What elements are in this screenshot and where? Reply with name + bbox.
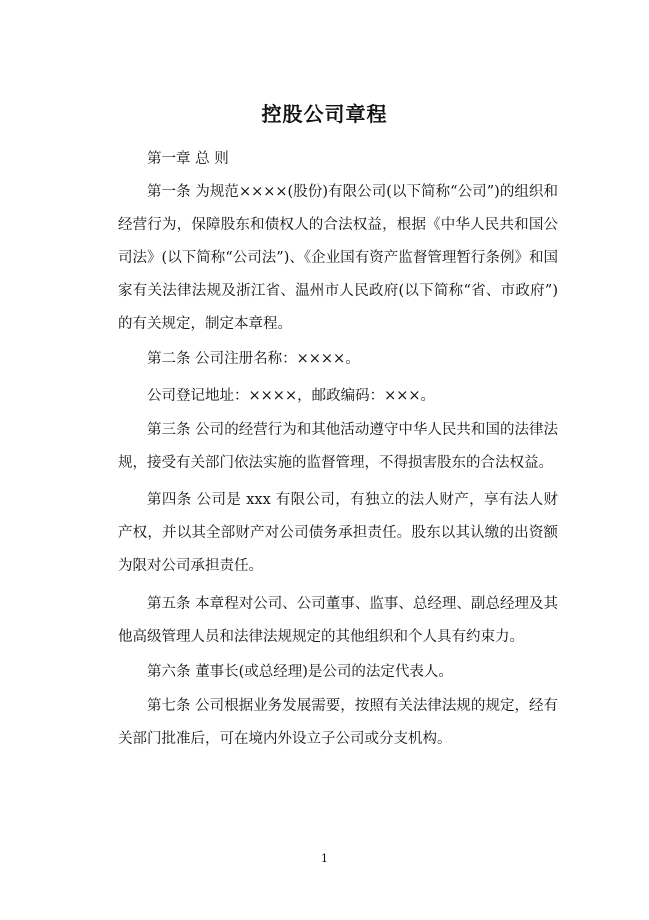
document-title: 控股公司章程 xyxy=(261,102,388,126)
chapter-heading: 第一章 总 则 xyxy=(147,151,229,167)
article-3: 第三条 公司的经营行为和其他活动遵守中华人民共和国的法律法规，接受有关部门依法实施的监督管理，不得损害股东的合法权益。 xyxy=(118,422,558,471)
article-7: 第七条 公司根据业务发展需要，按照有关法律法规的规定，经有关部门批准后，可在境内外设立子公司或分支机构。 xyxy=(118,698,558,747)
article-2-block xyxy=(118,343,558,376)
page-number: 1 xyxy=(321,852,328,865)
article-2: 第二条 公司注册名称：××××。 xyxy=(147,351,360,367)
article-5-block xyxy=(118,588,558,654)
article-5: 第五条 本章程对公司、公司董事、监事、总经理、副总经理及其他高级管理人员和法律法规规定的其他组织和个人具有约束力。 xyxy=(118,596,558,645)
article-1: 第一条 为规范××××(股份)有限公司(以下简称“公司”)的组织和经营行为，保障股东和债权人的合法权益，根据《中华人民共和国公司法》(以下简称“公司法”)、《企业国有资产监督管理暂行条例》和国家有关法律法规及浙江省、温州市人民政府(以下简称“省、市政府”)的有关规定，制定本章程。 xyxy=(118,184,558,332)
article-4-block xyxy=(118,484,558,583)
article-6: 第六条 董事长(或总经理)是公司的法定代表人。 xyxy=(147,664,453,680)
article-3-block xyxy=(118,414,558,480)
chapter-heading-block xyxy=(118,143,558,176)
article-4: 第四条 公司是 xxx 有限公司，有独立的法人财产，享有法人财产权，并以其全部财产对公司债务承担责任。股东以其认缴的出资额为限对公司承担责任。 xyxy=(118,492,558,574)
article-1-block xyxy=(118,176,558,341)
registered-address-block xyxy=(118,380,558,413)
article-6-block xyxy=(118,656,558,689)
registered-address: 公司登记地址：××××，邮政编码：×××。 xyxy=(147,388,436,404)
article-7-block xyxy=(118,690,558,756)
